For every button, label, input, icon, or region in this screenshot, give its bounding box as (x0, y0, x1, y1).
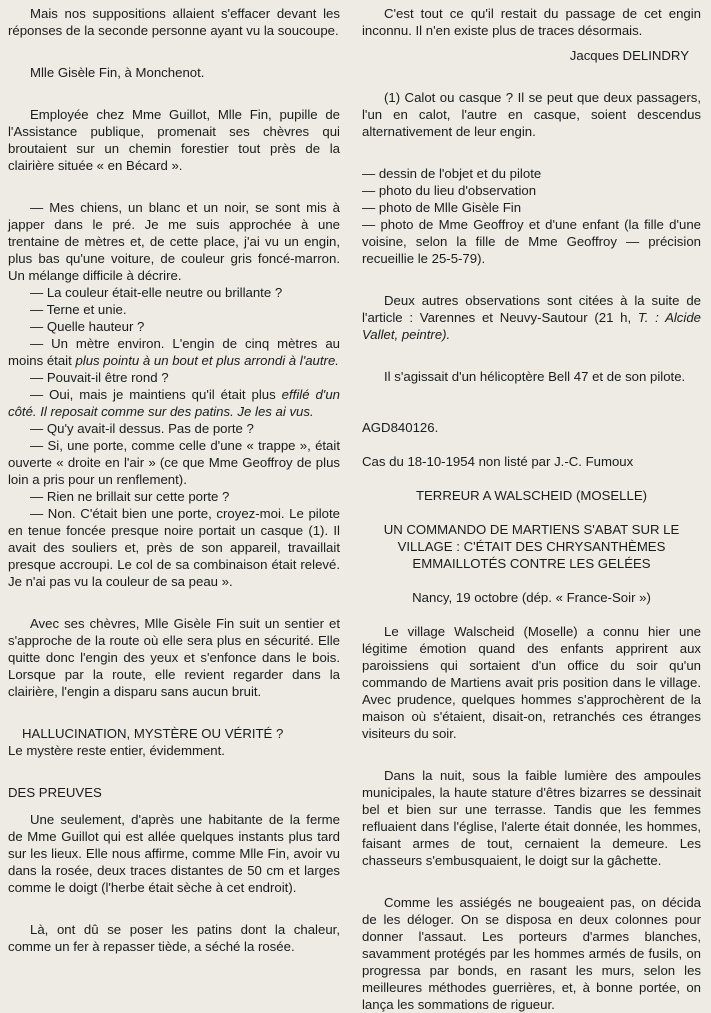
dialogue-line: — Pouvait-il être rond ? (30, 370, 169, 385)
paragraph: Avec ses chèvres, Mlle Gisèle Fin suit un sentier et s'approche de la route où elle sera plus en sécurité. Elle quitte donc l'engin des yeux et s'enfonce dans le bois. Lorsque par la route, elle revient regarder dans la clairière, l'engin a disparu sans aucun bruit. (8, 616, 340, 699)
dialogue-line (8, 386, 340, 420)
dialogue-line: — Si, une porte, comme celle d'une « trappe », était ouverte « droite en l'air » (ce que Mme Geoffroy de plus loin a pris pour un renflement). (8, 438, 340, 487)
paragraph: Le mystère reste entier, évidemment. (8, 743, 225, 758)
list-item: — photo de Mme Geoffroy et d'une enfant (la fille d'une voisine, selon la fille de Mme Geoffroy — précision recueillie le 25-5-79). (362, 217, 701, 266)
dateline: Nancy, 19 octobre (dép. « France-Soir ») (412, 590, 651, 605)
dialogue-line: — Qu'y avait-il dessus. Pas de porte ? (30, 421, 254, 436)
article-headline: UN COMMANDO DE MARTIENS S'ABAT SUR LE VILLAGE : C'ÉTAIT DES CHRYSANTHÈMES EMMAILLOTÉS CONTRE LES GELÉES (383, 522, 680, 571)
right-column (362, 0, 701, 1013)
dialogue-line (8, 335, 340, 369)
paragraph: Employée chez Mme Guillot, Mlle Fin, pupille de l'Assistance publique, promenait ses chèvres qui broutaient sur un chemin forestier tout près de la clairière située « en Bécard ». (8, 107, 340, 173)
dialogue-line: — Rien ne brillait sur cette porte ? (30, 489, 230, 504)
list-item: — photo de Mlle Gisèle Fin (362, 200, 522, 215)
author-signature: Jacques DELINDRY (569, 48, 689, 63)
footnote: (1) Calot ou casque ? Il se peut que deux passagers, l'un en calot, l'autre en casque, soient descendus alternativement de leur engin. (362, 90, 701, 139)
paragraph: Une seulement, d'après une habitante de la ferme de Mme Guillot qui est allée quelques instants plus tard sur les lieux. Elle nous affirme, comme Mlle Fin, avoir vu dans la rosée, deux traces distantes de 50 cm et larges comme le doigt (l'herbe était sèche à cet endroit). (8, 812, 340, 895)
list-item: — photo du lieu d'observation (362, 183, 537, 198)
section-heading: DES PREUVES (8, 785, 102, 800)
section-heading: HALLUCINATION, MYSTÈRE OU VÉRITÉ ? (22, 726, 284, 741)
dialogue-line: — Quelle hauteur ? (30, 319, 145, 334)
text-run: — Oui, mais je maintiens qu'il était plus (30, 387, 282, 402)
paragraph: C'est tout ce qu'il restait du passage de cet engin inconnu. Il n'en existe plus de traces désormais. (362, 6, 701, 38)
article-title: TERREUR A WALSCHEID (MOSELLE) (415, 488, 648, 503)
case-note: Cas du 18-10-1954 non listé par J.-C. Fumoux (362, 454, 634, 469)
paragraph: Comme les assiégés ne bougeaient pas, on décida de les déloger. On se disposa en deux colonnes pour donner l'assaut. Les porteurs d'armes blanches, savamment protégés par les hommes armés de fusils, on progressa par bonds, en rasant les murs, selon les meilleures méthodes guerrières, et, à bonne portée, on lança les sommations de rigueur. (362, 895, 701, 1012)
paragraph: Là, ont dû se poser les patins dont la chaleur, comme un fer à repasser tiède, a séché la rosée. (8, 922, 340, 954)
paragraph: Mais nos suppositions allaient s'effacer devant les réponses de la seconde personne ayant vu la soucoupe. (8, 6, 340, 38)
italic-run: effilé d'un côté. Il reposait comme sur des patins. Je les ai vus. (8, 387, 340, 419)
witness-name: Mlle Gisèle Fin, à Monchenot. (30, 65, 205, 80)
dialogue-line: — La couleur était-elle neutre ou brillante ? (30, 285, 283, 300)
text-run: — Un mètre environ. L'engin de cinq mètres au moins était (8, 336, 340, 368)
dialogue-line: — Non. C'était bien une porte, croyez-moi. Le pilote en tenue foncée presque noire portait un casque (1). Il avait des souliers et, près de son appareil, travaillait presque accroupi. Le col de sa combinaison était relevé. Je n'ai pas vu la couleur de sa peau ». (8, 506, 340, 589)
paragraph: — Mes chiens, un blanc et un noir, se sont mis à japper dans le pré. Je me suis approchée à une trentaine de mètres et, de cette place, j'ai vu un engin, plus bas qu'une voiture, de couleur gris foncé-marron. Un mélange difficile à décrire. (8, 200, 340, 283)
italic-run: plus pointu à un bout et plus arrondi à l'autre. (75, 353, 339, 368)
paragraph: Le village Walscheid (Moselle) a connu hier une légitime émotion quand des enfants apprirent aux paroissiens qui sortaient d'un office du soir qu'un commando de Martiens avait pris position dans le village. Avec prudence, quelques hommes s'approchèrent de la maison où s'étaient, disait-on, retranchés ces étranges visiteurs du soir. (362, 624, 701, 741)
list-item: — dessin de l'objet et du pilote (362, 166, 542, 181)
paragraph (362, 292, 701, 343)
paragraph: Dans la nuit, sous la faible lumière des ampoules municipales, la haute stature d'êtres bizarres se dessinait bel et bien sur une terrasse. Tandis que les femmes refluaient dans l'église, l'alerte était donnée, les hommes, faisant armes de tout, cernaient la demeure. Les chasseurs s'embusquaient, le doigt sur la gâchette. (362, 768, 701, 868)
reference-code: AGD840126. (362, 420, 439, 435)
left-column (8, 0, 340, 955)
text-run: Deux autres observations sont citées à la suite de l'article : Varennes et Neuvy-Sautour (21 h, (362, 293, 701, 325)
paragraph: Il s'agissait d'un hélicoptère Bell 47 et de son pilote. (384, 369, 686, 384)
italic-run: T. : Alcide Vallet, peintre). (362, 310, 701, 342)
dialogue-line: — Terne et unie. (30, 302, 127, 317)
